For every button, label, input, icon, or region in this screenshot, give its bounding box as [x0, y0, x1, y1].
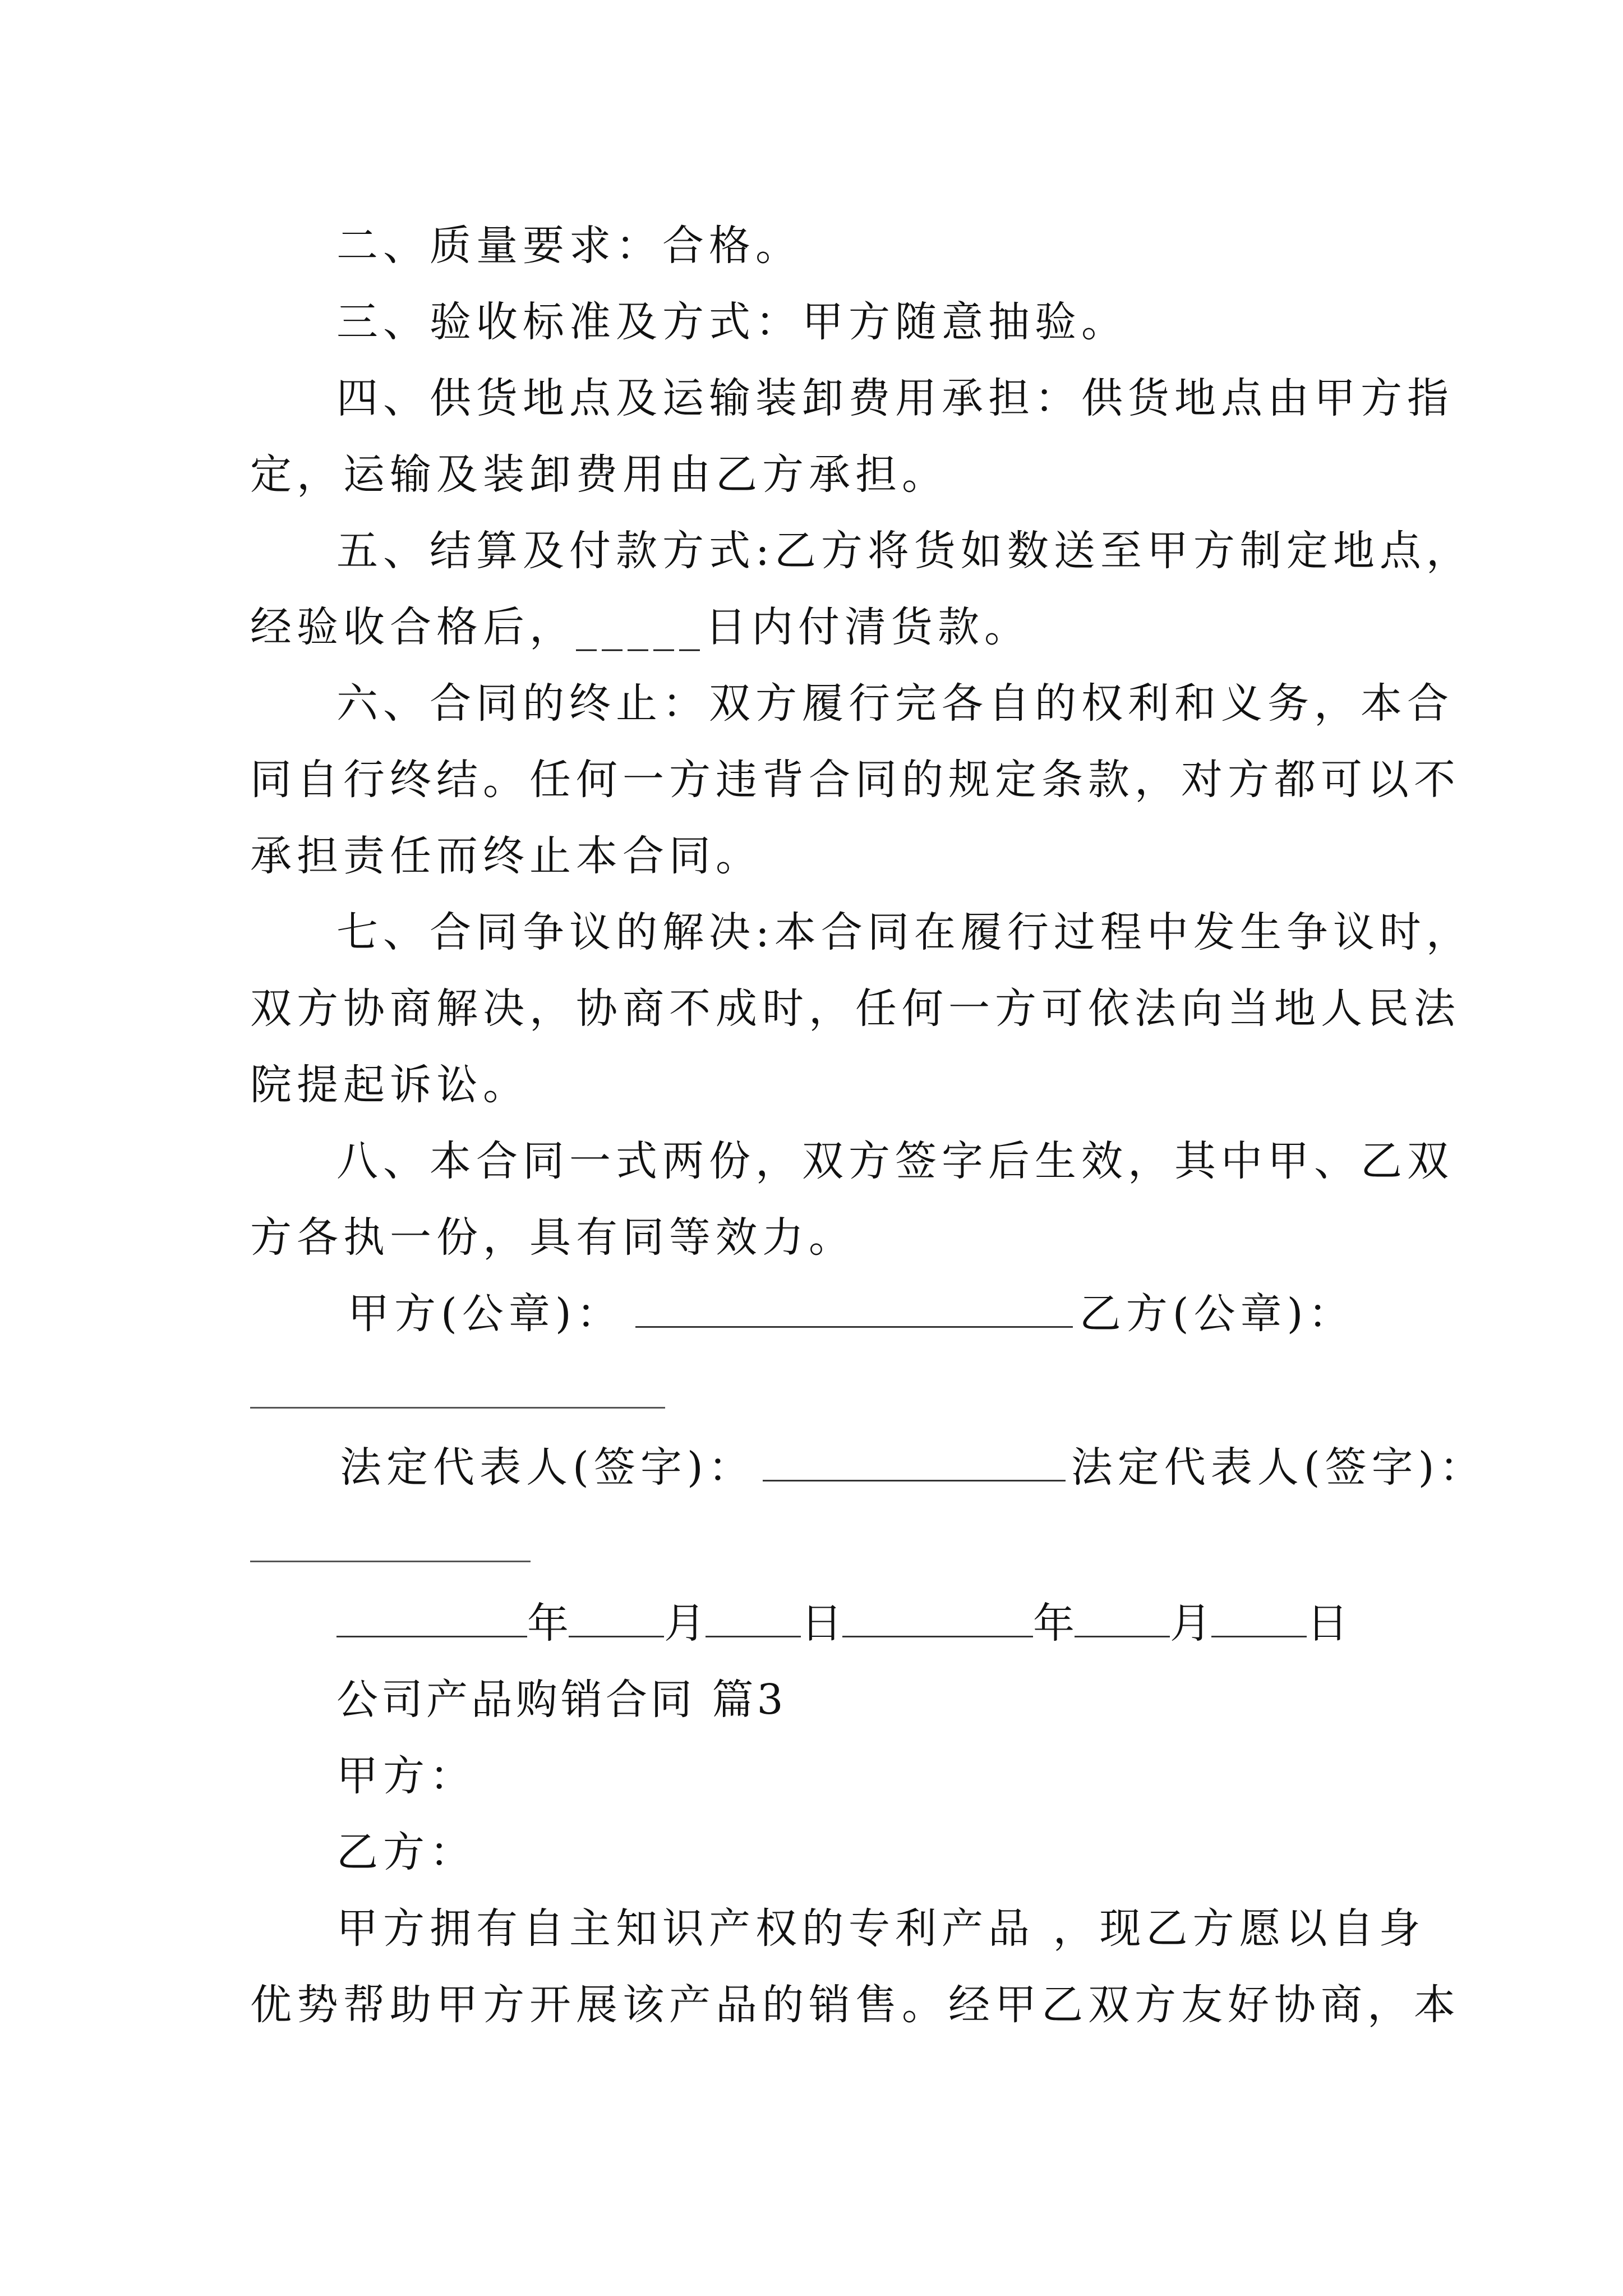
seal-row	[348, 1286, 1537, 1342]
party-b-seal-label: 乙方(公章)：	[1079, 1290, 1355, 1338]
clause-4-line-1: 四、供货地点及运输装卸费用承担：供货地点由甲方指	[336, 374, 1454, 422]
party-b-day-label: 日	[1307, 1599, 1348, 1648]
representative-row	[340, 1439, 1529, 1496]
clause-6-line-1: 六、合同的终止：双方履行完各自的权利和义务，本合	[336, 679, 1454, 728]
clause-7-line-1: 七、合同争议的解决:本合同在履行过程中发生争议时，	[336, 908, 1473, 956]
party-b-seal-blank[interactable]	[250, 1407, 665, 1409]
clause-8-line-2: 方各执一份，具有同等效力。	[250, 1213, 855, 1262]
party-a-seal-blank[interactable]	[635, 1292, 1073, 1328]
date-row	[336, 1595, 1525, 1651]
party-a-rep-label: 法定代表人(签字)：	[340, 1443, 755, 1492]
party-a-day-blank[interactable]	[706, 1602, 801, 1637]
section-3-party-a: 甲方：	[336, 1752, 476, 1800]
party-a-year-blank[interactable]	[336, 1602, 527, 1637]
clause-6-line-2: 同自行终结。任何一方违背合同的规定条款，对方都可以不	[250, 756, 1460, 804]
party-a-month-label: 月	[664, 1599, 706, 1648]
clause-7-line-2: 双方协商解决，协商不成时，任何一方可依法向当地人民法	[250, 984, 1460, 1033]
party-b-rep-blank[interactable]	[250, 1561, 531, 1562]
party-b-year-blank[interactable]	[842, 1602, 1033, 1637]
party-b-rep-label: 法定代表人(签字)：	[1071, 1443, 1486, 1492]
party-b-year-label: 年	[1033, 1599, 1075, 1648]
section-3-intro-line-2: 优势帮助甲方开展该产品的销售。经甲乙双方友好协商，本	[250, 1981, 1460, 2029]
clause-5-line-1: 五、结算及付款方式:乙方将货如数送至甲方制定地点，	[336, 527, 1473, 575]
party-a-month-blank[interactable]	[569, 1602, 664, 1637]
clause-6-line-3: 承担责任而终止本合同。	[250, 832, 762, 880]
section-3-title: 公司产品购销合同 篇3	[336, 1676, 787, 1724]
section-3-party-b: 乙方：	[336, 1828, 476, 1876]
clause-4-line-2: 定，运输及装卸费用由乙方承担。	[250, 450, 948, 499]
clause-8-line-1: 八、本合同一式两份，双方签字后生效，其中甲、乙双	[336, 1137, 1454, 1185]
party-a-seal-label: 甲方(公章)：	[348, 1290, 623, 1338]
party-b-month-label: 月	[1170, 1599, 1211, 1648]
party-a-rep-blank[interactable]	[763, 1446, 1066, 1481]
clause-2-line: 二、质量要求：合格。	[336, 222, 802, 270]
party-b-month-blank[interactable]	[1075, 1602, 1170, 1637]
party-b-day-blank[interactable]	[1211, 1602, 1307, 1637]
clause-5-line-2: 经验收合格后，_____日内付清货款。	[250, 603, 1031, 651]
section-3-intro-line-1: 甲方拥有自主知识产权的专利产品 ，现乙方愿以自身	[336, 1904, 1426, 1953]
clause-3-line: 三、验收标准及方式：甲方随意抽验。	[336, 298, 1128, 346]
party-a-year-label: 年	[527, 1599, 569, 1648]
party-a-day-label: 日	[801, 1599, 842, 1648]
clause-7-line-3: 院提起诉讼。	[250, 1061, 529, 1109]
